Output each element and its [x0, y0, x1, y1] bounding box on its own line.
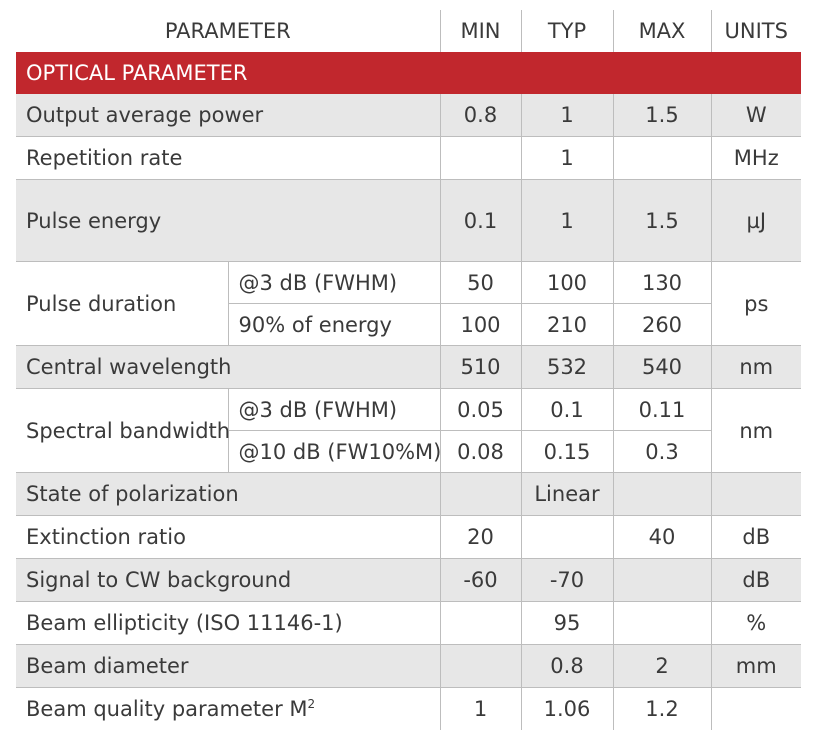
table-row: [16, 346, 801, 389]
row-label: Repetition rate: [16, 137, 440, 180]
cell-typ: 0.15: [521, 431, 613, 473]
cell-typ: 1: [521, 180, 613, 262]
header-units: UNITS: [711, 10, 801, 52]
cell-units: mm: [711, 645, 801, 688]
cell-max: 40: [613, 516, 711, 559]
row-label: Pulse energy: [16, 180, 440, 262]
table-row: [16, 473, 801, 516]
section-row: [16, 52, 801, 94]
cell-max: 1.5: [613, 94, 711, 137]
cell-units: W: [711, 94, 801, 137]
cell-max: 1.2: [613, 688, 711, 731]
row-label: [16, 688, 440, 731]
cell-min: 0.8: [440, 94, 521, 137]
table-row: [16, 94, 801, 137]
row-label: State of polarization: [16, 473, 440, 516]
sub-label: @3 dB (FWHM): [228, 389, 440, 431]
table-row: [16, 389, 801, 431]
cell-max: 1.5: [613, 180, 711, 262]
cell-min: [440, 473, 521, 516]
header-row: [16, 10, 801, 52]
cell-units: %: [711, 602, 801, 645]
cell-typ: 95: [521, 602, 613, 645]
row-label: Pulse duration: [16, 262, 228, 346]
cell-min: [440, 645, 521, 688]
cell-max: 2: [613, 645, 711, 688]
table-row: [16, 602, 801, 645]
cell-max: 0.3: [613, 431, 711, 473]
cell-typ: 1.06: [521, 688, 613, 731]
row-label: Extinction ratio: [16, 516, 440, 559]
row-label: Signal to CW background: [16, 559, 440, 602]
header-min: MIN: [440, 10, 521, 52]
cell-units: µJ: [711, 180, 801, 262]
cell-typ: -70: [521, 559, 613, 602]
row-label-text: Beam quality parameter M: [26, 697, 308, 721]
cell-min: 0.08: [440, 431, 521, 473]
cell-max: [613, 137, 711, 180]
sub-label: 90% of energy: [228, 304, 440, 346]
cell-units: ps: [711, 262, 801, 346]
cell-units: nm: [711, 346, 801, 389]
cell-units: nm: [711, 389, 801, 473]
cell-units: [711, 688, 801, 731]
table-row: [16, 645, 801, 688]
cell-typ: 0.1: [521, 389, 613, 431]
cell-min: [440, 137, 521, 180]
sub-label: @3 dB (FWHM): [228, 262, 440, 304]
cell-min: 0.1: [440, 180, 521, 262]
cell-typ: 1: [521, 94, 613, 137]
row-label: Spectral bandwidth: [16, 389, 228, 473]
header-typ: TYP: [521, 10, 613, 52]
cell-units: MHz: [711, 137, 801, 180]
cell-typ: 1: [521, 137, 613, 180]
cell-min: -60: [440, 559, 521, 602]
header-max: MAX: [613, 10, 711, 52]
header-parameter: PARAMETER: [164, 19, 291, 43]
cell-typ: 532: [521, 346, 613, 389]
section-title: OPTICAL PARAMETER: [16, 52, 801, 94]
cell-max: [613, 602, 711, 645]
row-label: Output average power: [16, 94, 440, 137]
cell-max: 130: [613, 262, 711, 304]
cell-min: 20: [440, 516, 521, 559]
superscript: 2: [307, 697, 316, 711]
cell-typ: Linear: [521, 473, 613, 516]
cell-min: 50: [440, 262, 521, 304]
table-row: [16, 180, 801, 262]
cell-units: [711, 473, 801, 516]
cell-max: 540: [613, 346, 711, 389]
cell-max: 0.11: [613, 389, 711, 431]
cell-min: 100: [440, 304, 521, 346]
cell-typ: 0.8: [521, 645, 613, 688]
sub-label: @10 dB (FW10%M): [228, 431, 440, 473]
table-row: [16, 137, 801, 180]
spec-table: [16, 10, 801, 730]
cell-max: 260: [613, 304, 711, 346]
row-label: Beam diameter: [16, 645, 440, 688]
table-row: [16, 688, 801, 731]
row-label: Central wavelength: [16, 346, 440, 389]
cell-min: 0.05: [440, 389, 521, 431]
cell-min: 1: [440, 688, 521, 731]
row-label: Beam ellipticity (ISO 11146-1): [16, 602, 440, 645]
cell-max: [613, 559, 711, 602]
table-row: [16, 262, 801, 304]
cell-min: [440, 602, 521, 645]
cell-typ: 210: [521, 304, 613, 346]
table-row: [16, 559, 801, 602]
cell-units: dB: [711, 559, 801, 602]
cell-max: [613, 473, 711, 516]
cell-min: 510: [440, 346, 521, 389]
cell-units: dB: [711, 516, 801, 559]
table-row: [16, 516, 801, 559]
cell-typ: [521, 516, 613, 559]
cell-typ: 100: [521, 262, 613, 304]
